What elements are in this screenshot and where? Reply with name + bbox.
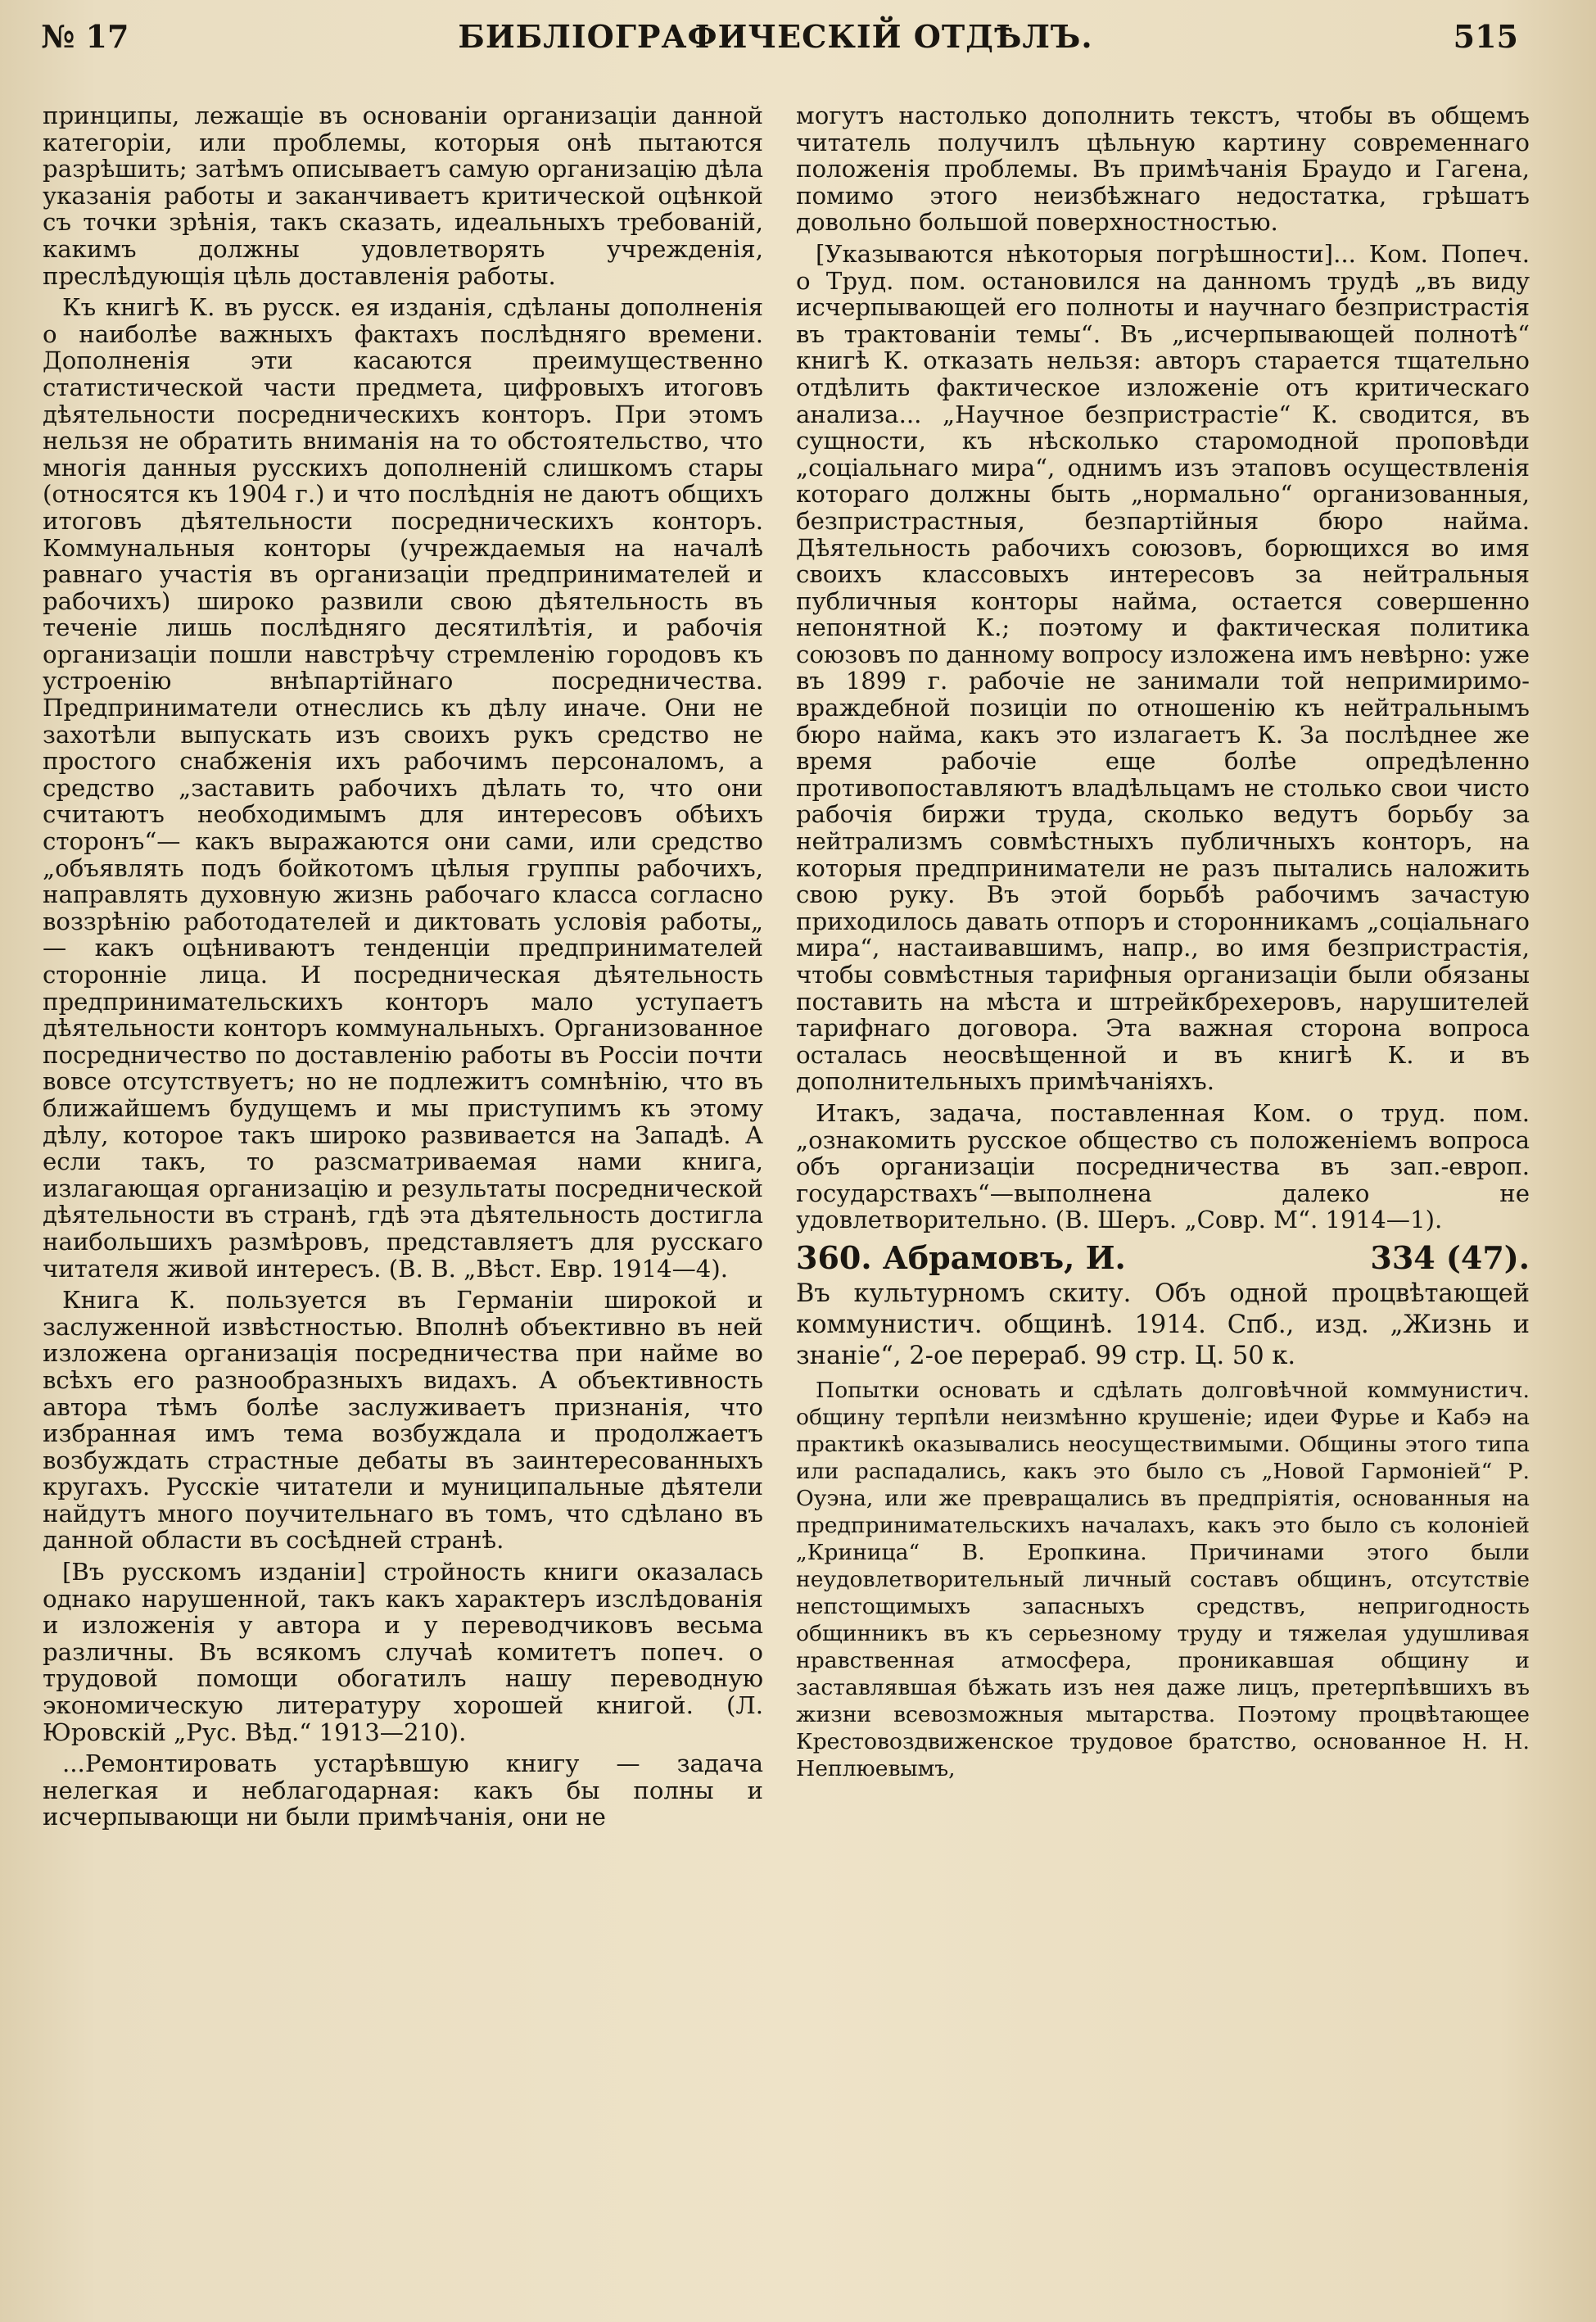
paragraph: могутъ настолько дополнить текстъ, чтобы въ общемъ читатель получилъ цѣльную картину современнаго положенія проблемы. Въ примѣчанія Браудо и Гагена, помимо этого неизбѣжнаго недостатка, грѣшатъ довольно большой поверхностностью. xyxy=(796,102,1530,237)
right-column xyxy=(796,102,1530,2297)
entry-number-author: 360. Абрамовъ, И. xyxy=(796,1238,1126,1276)
paragraph: Книга К. пользуется въ Германіи широкой и заслуженной извѣстностью. Вполнѣ объективно въ ней изложена организація посредничества при найме во всѣхъ его разнообразныхъ видахъ. А объективность автора тѣмъ болѣе заслуживаетъ признанія, что избранная имъ тема возбуждала и продолжаетъ возбуждать страстные дебаты въ заинтересованныхъ кругахъ. Русскіе читатели и муниципальные дѣятели найдутъ много поучительнаго въ томъ, что сдѣлано въ данной области въ сосѣдней странѣ. xyxy=(43,1286,763,1555)
paragraph: Итакъ, задача, поставленная Ком. о труд. пом. „ознакомить русское общество съ положеніемъ вопроса объ организаціи посредничества въ зап.-европ. государствахъ“—выполнена далеко не удовлетворительно. (В. Шеръ. „Совр. М“. 1914—1). xyxy=(796,1098,1530,1234)
issue-number: № 17 xyxy=(41,18,129,55)
entry-classification: 334 (47). xyxy=(1370,1238,1530,1276)
paragraph: ...Ремонтировать устарѣвшую книгу — задача нелегкая и неблагодарная: какъ бы полны и исчерпывающи ни были примѣчанія, они не xyxy=(43,1749,763,1831)
paragraph: [Указываются нѣкоторыя погрѣшности]... Ком. Попеч. о Труд. пом. остановился на данномъ трудѣ „въ виду исчерпывающей его полноты и научнаго безпристрастія въ трактованіи темы“. Въ „исчерпывающей полнотѣ“ книгѣ К. отказать нельзя: авторъ старается тщательно отдѣлить фактическое изложеніе отъ критическаго анализа... „Научное безпристрастіе“ К. сводится, въ сущности, къ нѣсколько старомодной проповѣди „соціальнаго мира“, однимъ изъ этаповъ осуществленія котораго должны быть „нормально“ организованныя, безпристрастныя, безпартійныя бюро найма. Дѣятельность рабочихъ союзовъ, борющихся во имя своихъ классовыхъ интересовъ за нейтральныя публичныя конторы найма, остается совершенно непонятной К.; поэтому и фактическая политика союзовъ по данному вопросу изложена имъ невѣрно: уже въ 1899 г. рабочіе не занимали той непримиримо-враждебной позиціи по отношенію къ нейтральнымъ бюро найма, какъ это излагаетъ К. За послѣднее же время рабочіе еще болѣе опредѣленно противопоставляютъ владѣльцамъ не столько свои чисто рабочія биржи труда, сколько ведутъ борьбу за нейтрализмъ совмѣстныхъ публичныхъ конторъ, на которыя предприниматели не разъ пытались наложить свою руку. Въ этой борьбѣ рабочимъ зачастую приходилось давать отпоръ и сторонникамъ „соціальнаго мира“, настаивавшимъ, напр., во имя безпристрастія, чтобы совмѣстныя тарифныя организаціи были обязаны поставить на мѣста и штрейкбрехеровъ, нарушителей тарифнаго договора. Эта важная сторона вопроса осталась неосвѣщенной и въ книгѣ К. и въ дополнительныхъ примѣчаніяхъ. xyxy=(796,239,1530,1096)
page-header xyxy=(33,10,1518,59)
paragraph: принципы, лежащіе въ основаніи организаціи данной категоріи, или проблемы, которыя онѣ пытаются разрѣшить; затѣмъ описываетъ самую организацію дѣла указанія работы и заканчиваетъ критической оцѣнкой съ точки зрѣнія, такъ сказать, идеальныхъ требованій, какимъ должны удовлетворять учрежденія, преслѣдующія цѣль доставленія работы. xyxy=(43,102,763,290)
page-number: 515 xyxy=(1453,18,1518,55)
paragraph: [Въ русскомъ изданіи] стройность книги оказалась однако нарушенной, такъ какъ характеръ изслѣдованія и изложенія у автора и у переводчиковъ весьма различны. Въ всякомъ случаѣ комитетъ попеч. о трудовой помощи обогатилъ нашу переводную экономическую литературу хорошей книгой. (Л. Юровскій „Рус. Вѣд.“ 1913—210). xyxy=(43,1558,763,1746)
entry-title: Въ культурномъ скиту. Объ одной процвѣтающей коммунистич. общинѣ. 1914. Спб., изд. „Жизнь и знаніе“, 2-ое перераб. 99 стр. Ц. 50 к. xyxy=(796,1279,1530,1370)
entry-text: Попытки основать и сдѣлать долговѣчной коммунистич. общину терпѣли неизмѣнно крушеніе; идеи Фурье и Кабэ на практикѣ оказывались неосуществимыми. Общины этого типа или распадались, какъ это было съ „Новой Гармоніей“ Р. Оуэна, или же превращались въ предпріятія, основанныя на предпринимательскихъ началахъ, какъ это было съ колоніей „Криница“ В. Еропкина. Причинами этого были неудовлетворительный личный составъ общинъ, отсутствіе непстощимыхъ запасныхъ средствъ, непригодность общинникъ въ къ серьезному труду и тяжелая удушливая нравственная атмосфера, проникавшая общину и заставлявшая бѣжать изъ нея даже лицъ, претерпѣвшихъ въ жизни всевозможныя мытарства. Поэтому процвѣтающее Крестовоздвиженское трудовое братство, основанное Н. Н. Неплюевымъ, xyxy=(796,1377,1530,1781)
section-title: БИБЛІОГРАФИЧЕСКІЙ ОТДѢЛЪ. xyxy=(458,18,1093,55)
paragraph: Къ книгѣ К. въ русск. ея изданія, сдѣланы дополненія о наиболѣе важныхъ фактахъ послѣдняго времени. Дополненія эти касаются преимущественно статистической части предмета, цифровыхъ итоговъ дѣятельности посредническихъ конторъ. При этомъ нельзя не обратить вниманія на то обстоятельство, что многія данныя русскихъ дополненій слишкомъ стары (относятся къ 1904 г.) и что послѣднія не даютъ общихъ итоговъ дѣятельности посредническихъ конторъ. Коммунальныя конторы (учреждаемыя на началѣ равнаго участія въ организаціи предпринимателей и рабочихъ) широко развили свою дѣятельность въ теченіе лишь послѣдняго десятилѣтія, и рабочія организаціи пошли навстрѣчу стремленію городовъ къ устроенію внѣпартійнаго посредничества. Предприниматели отнеслись къ дѣлу иначе. Они не захотѣли выпускать изъ своихъ рукъ средство не простого снабженія ихъ рабочимъ персоналомъ, а средство „заставить рабочихъ дѣлать то, что они считаютъ необходимымъ для интересовъ обѣихъ сторонъ“— какъ выражаются они сами, или средство „объявлять подъ бойкотомъ цѣлыя группы рабочихъ, направлять духовную жизнь рабочаго класса согласно воззрѣнію работодателей и диктовать условія работы„ — какъ оцѣниваютъ тенденціи предпринимателей сторонніе лица. И посредническая дѣятельность предпринимательскихъ конторъ мало уступаетъ дѣятельности конторъ коммунальныхъ. Организованное посредничество по доставленію работы въ Россіи почти вовсе отсутствуетъ; но не подлежитъ сомнѣнію, что въ ближайшемъ будущемъ и мы приступимъ къ этому дѣлу, которое такъ широко развивается на Западѣ. А если такъ, то разсматриваемая нами книга, излагающая организацію и результаты посреднической дѣятельности въ странѣ, гдѣ эта дѣятельность достигла наибольшихъ размѣровъ, представляетъ для русскаго читателя живой интересъ. (В. В. „Вѣст. Евр. 1914—4). xyxy=(43,293,763,1283)
left-column xyxy=(43,102,763,2297)
entry-heading xyxy=(796,1238,1530,1276)
